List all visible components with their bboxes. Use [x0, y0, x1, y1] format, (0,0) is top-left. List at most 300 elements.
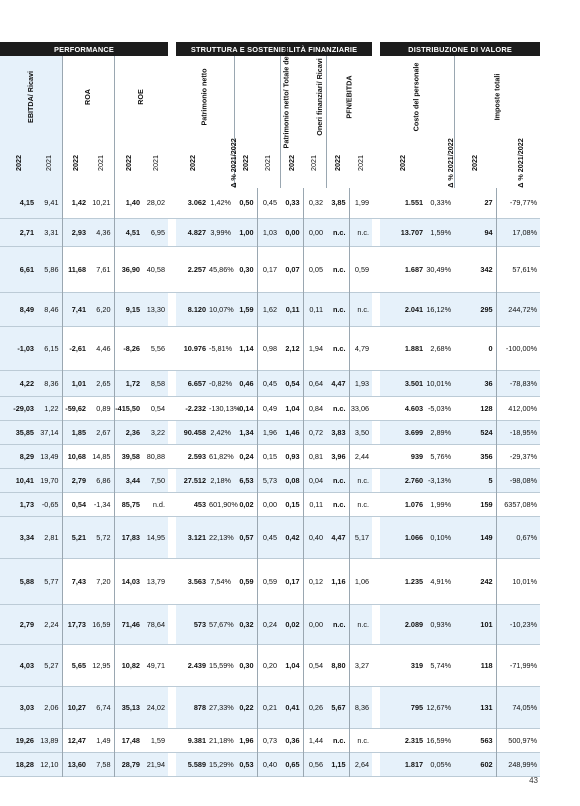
table-cell: -2.232: [185, 403, 207, 413]
table-cell: 10,68: [62, 444, 89, 468]
table-cell: 7,43: [62, 558, 89, 604]
table-cell: 128: [480, 403, 493, 413]
table-cell: 22,13%: [209, 516, 234, 558]
table-row: [0, 558, 540, 604]
table-cell: 18,28: [0, 752, 37, 776]
table-cell: -71,99%: [496, 644, 540, 686]
table-cell: 2,67: [89, 420, 114, 444]
table-cell: 0,54: [150, 403, 166, 413]
table-cell: 10.976: [183, 343, 207, 353]
table-cell: 0,59: [239, 576, 254, 586]
table-cell: 28,02: [146, 198, 166, 208]
table-cell: 0,30: [239, 264, 254, 274]
table-cell: 2,71: [0, 218, 37, 246]
table-cell: 0,26: [303, 686, 326, 728]
table-cell: 5,56: [150, 343, 166, 353]
table-cell: n.c.: [326, 604, 349, 644]
table-cell: 78,64: [143, 604, 168, 644]
table-cell: -100,00%: [496, 326, 540, 370]
table-cell: 0,54: [280, 370, 303, 396]
table-cell: 33,06: [349, 396, 372, 420]
table-cell: 13.707: [380, 218, 426, 246]
table-cell: 7,61: [96, 264, 111, 274]
table-cell: 0,65: [280, 752, 303, 776]
table-cell: 1.881: [404, 343, 424, 353]
table-cell: 14,85: [92, 451, 111, 461]
table-cell: 0,40: [303, 516, 326, 558]
table-cell: 319: [410, 660, 424, 670]
table-cell: 2,06: [37, 686, 62, 728]
metric-ebitda: EBITDA/ Ricavi: [0, 56, 62, 136]
table-cell: 94: [454, 218, 496, 246]
table-cell: n.c.: [332, 264, 346, 274]
table-row: [0, 326, 540, 370]
table-cell: 0,07: [285, 264, 300, 274]
table-cell: 1.235: [404, 576, 424, 586]
table-cell: 0,36: [285, 735, 300, 745]
table-cell: 10,21: [92, 198, 111, 208]
table-cell: 13,89: [37, 728, 62, 752]
table-cell: 35,85: [0, 420, 37, 444]
table-cell: 8.120: [176, 292, 209, 326]
table-cell: 0,59: [257, 558, 280, 604]
table-cell: 3,03: [0, 686, 37, 728]
table-cell: 5,27: [37, 644, 62, 686]
table-cell: 2,93: [62, 218, 89, 246]
table-cell: 5,17: [349, 516, 372, 558]
table-row: [0, 752, 540, 776]
year-header-delta: Δ % 2021/2022: [228, 137, 238, 188]
table-cell: 0: [488, 343, 493, 353]
table-cell: 2,89%: [426, 420, 454, 444]
table-cell: 14,95: [143, 516, 168, 558]
metric-oneri: Oneri finanziari/ Ricavi: [280, 56, 326, 136]
table-cell: 5,67: [326, 686, 349, 728]
table-cell: 8,58: [143, 370, 168, 396]
table-cell: 295: [454, 292, 496, 326]
table-row: [0, 444, 540, 468]
table-cell: 248,99%: [496, 752, 540, 776]
table-cell: 7,41: [62, 292, 89, 326]
table-cell: 3.121: [176, 516, 209, 558]
table-cell: 0,33: [285, 198, 300, 208]
table-cell: 159: [480, 499, 493, 509]
year-header-y2021: 2021: [309, 154, 319, 171]
table-cell: 4,03: [0, 644, 37, 686]
financial-table-wrapper: [0, 42, 540, 777]
table-cell: 7,50: [143, 468, 168, 492]
table-cell: 0,41: [280, 686, 303, 728]
table-cell: 2,42%: [209, 420, 234, 444]
table-cell: 9.381: [187, 735, 207, 745]
table-cell: 4.603: [404, 403, 424, 413]
table-cell: 35,13: [114, 686, 143, 728]
table-cell: 2.257: [187, 264, 207, 274]
table-cell: 74,05%: [496, 686, 540, 728]
table-cell: 0,73: [257, 728, 280, 752]
table-cell: 1,34: [234, 420, 257, 444]
table-cell: 0,53: [234, 752, 257, 776]
table-cell: 0,17: [285, 576, 300, 586]
table-cell: 0,54: [62, 492, 89, 516]
table-cell: 0,15: [257, 444, 280, 468]
table-cell: 12,67%: [426, 686, 454, 728]
table-cell: 57,61%: [496, 246, 540, 292]
table-cell: 28,79: [114, 752, 143, 776]
table-row: [0, 468, 540, 492]
metric-costo: Costo del personale: [411, 62, 421, 131]
table-cell: 1.551: [404, 198, 424, 208]
table-cell: 0,05%: [426, 752, 454, 776]
table-cell: 6,15: [37, 326, 62, 370]
table-cell: 14,03: [114, 558, 143, 604]
table-cell: -79,77%: [496, 188, 540, 218]
table-cell: 0,42: [280, 516, 303, 558]
table-cell: 12,47: [62, 728, 89, 752]
table-cell: 4,47: [326, 516, 349, 558]
table-cell: 13,79: [146, 576, 166, 586]
table-cell: -415,50: [114, 396, 143, 420]
year-header-y2022: 2022: [326, 136, 349, 188]
table-cell: 7,20: [96, 576, 111, 586]
year-header-y2021: 2021: [355, 154, 365, 171]
table-cell: 1,59: [150, 735, 166, 745]
table-cell: 0,32: [234, 604, 257, 644]
table-cell: 6,86: [89, 468, 114, 492]
table-cell: n.c.: [326, 218, 349, 246]
table-cell: 0,17: [257, 246, 280, 292]
table-cell: 16,59: [89, 604, 114, 644]
table-cell: 3,44: [114, 468, 143, 492]
table-cell: 1.687: [404, 264, 424, 274]
table-cell: 0,08: [280, 468, 303, 492]
table-cell: 3.062: [187, 198, 207, 208]
table-cell: 27.512: [176, 468, 209, 492]
table-cell: 10,27: [62, 686, 89, 728]
table-cell: 16,59%: [426, 735, 452, 745]
table-cell: 0,45: [257, 188, 280, 218]
table-cell: -2,61: [62, 326, 89, 370]
table-cell: 0,89: [96, 403, 111, 413]
table-cell: n.d.: [152, 499, 166, 509]
table-cell: 10,41: [0, 468, 37, 492]
table-cell: 1.076: [404, 499, 424, 509]
table-cell: 5.589: [176, 752, 209, 776]
table-cell: 2,44: [349, 444, 372, 468]
table-cell: 0,10%: [426, 516, 454, 558]
table-cell: 8,49: [0, 292, 37, 326]
year-header-y2021: 2021: [263, 154, 273, 171]
table-cell: 0,56: [303, 752, 326, 776]
table-cell: 500,97%: [496, 728, 540, 752]
table-cell: 602: [454, 752, 496, 776]
table-cell: 6,53: [234, 468, 257, 492]
table-cell: 1,72: [114, 370, 143, 396]
table-cell: 3,85: [331, 198, 346, 208]
table-cell: 5,86: [37, 246, 62, 292]
table-cell: 1,44: [303, 728, 326, 752]
table-cell: 5,73: [257, 468, 280, 492]
table-cell: 0,72: [303, 420, 326, 444]
table-cell: 0,11: [280, 292, 303, 326]
table-cell: 21,18%: [209, 735, 234, 745]
table-cell: 0,33%: [430, 198, 452, 208]
table-cell: 2,68%: [430, 343, 452, 353]
table-cell: 1,62: [257, 292, 280, 326]
table-cell: 0,15: [285, 499, 300, 509]
table-cell: 8,29: [0, 444, 37, 468]
table-cell: 3,99%: [209, 218, 234, 246]
table-cell: -0,82%: [209, 370, 234, 396]
table-cell: 1,94: [303, 326, 326, 370]
table-cell: 57,67%: [209, 604, 234, 644]
table-cell: 1,46: [280, 420, 303, 444]
table-cell: 0,11: [303, 492, 326, 516]
table-cell: 9,15: [114, 292, 143, 326]
table-cell: 1,59%: [426, 218, 454, 246]
table-cell: 0,20: [257, 644, 280, 686]
table-cell: 8,36: [349, 686, 372, 728]
table-cell: 17,73: [62, 604, 89, 644]
table-cell: 1.066: [380, 516, 426, 558]
table-cell: 0,11: [303, 292, 326, 326]
group-header-row: [0, 42, 540, 56]
table-cell: 27,33%: [209, 686, 234, 728]
table-cell: 0,40: [257, 752, 280, 776]
table-cell: 21,94: [143, 752, 168, 776]
table-cell: -130,13%: [209, 403, 241, 413]
table-cell: 2,12: [285, 343, 300, 353]
table-cell: 0,30: [239, 660, 254, 670]
table-cell: 0,32: [303, 188, 326, 218]
table-cell: 342: [480, 264, 493, 274]
metric-pfn: PFN/EBITDA: [326, 56, 372, 136]
table-cell: 10,82: [114, 644, 143, 686]
table-cell: 131: [454, 686, 496, 728]
table-cell: 1,49: [96, 735, 111, 745]
table-row: [0, 604, 540, 644]
table-cell: 1,73: [0, 492, 37, 516]
table-cell: 6,20: [89, 292, 114, 326]
table-cell: 9,41: [37, 188, 62, 218]
table-cell: 27: [484, 198, 493, 208]
table-cell: 1,93: [349, 370, 372, 396]
year-header-y2022: 2022: [234, 136, 257, 188]
table-cell: -78,83%: [496, 370, 540, 396]
table-cell: 45,86%: [209, 264, 234, 274]
table-cell: 242: [480, 576, 493, 586]
table-cell: -29,37%: [496, 444, 540, 468]
table-cell: 1,96: [257, 420, 280, 444]
metric-patrimonio: Patrimonio netto: [199, 67, 209, 126]
table-cell: -0,14: [236, 403, 254, 413]
table-cell: 13,49: [37, 444, 62, 468]
table-cell: 6,61: [0, 246, 37, 292]
table-cell: 2,64: [349, 752, 372, 776]
table-cell: 0,00: [280, 218, 303, 246]
table-cell: 6,74: [89, 686, 114, 728]
table-cell: 15,29%: [209, 752, 234, 776]
table-cell: 1,04: [285, 403, 300, 413]
table-cell: 0,00: [303, 218, 326, 246]
table-cell: 4.827: [176, 218, 209, 246]
table-row: [0, 188, 540, 218]
table-cell: 5,74%: [430, 660, 452, 670]
table-cell: n.c.: [349, 728, 372, 752]
table-cell: 0,93%: [426, 604, 454, 644]
table-cell: 19,70: [37, 468, 62, 492]
table-cell: 30,49%: [426, 264, 452, 274]
table-row: [0, 218, 540, 246]
table-cell: 4,51: [114, 218, 143, 246]
table-cell: 3,96: [331, 451, 346, 461]
table-cell: 1,99%: [430, 499, 452, 509]
table-cell: 878: [176, 686, 209, 728]
table-cell: -10,23%: [496, 604, 540, 644]
table-cell: 5: [454, 468, 496, 492]
table-cell: 0,45: [257, 516, 280, 558]
table-cell: 101: [454, 604, 496, 644]
table-cell: 13,30: [143, 292, 168, 326]
table-cell: -18,95%: [496, 420, 540, 444]
metric-roe: ROE: [114, 56, 168, 136]
table-cell: 10,01%: [426, 370, 454, 396]
table-cell: 1,01: [62, 370, 89, 396]
table-cell: 0,04: [303, 468, 326, 492]
year-header-y2021: 2021: [150, 154, 160, 171]
table-cell: 2.041: [380, 292, 426, 326]
table-cell: 3.699: [380, 420, 426, 444]
table-cell: 0,24: [239, 451, 254, 461]
year-header-y2021: 2021: [96, 154, 106, 171]
table-cell: 453: [193, 499, 207, 509]
table-cell: 37,14: [37, 420, 62, 444]
table-cell: 40,58: [146, 264, 166, 274]
year-header-delta: Δ % 2021/2022: [515, 137, 525, 188]
metric-header-row: [0, 56, 540, 136]
table-row: [0, 492, 540, 516]
table-cell: 36: [454, 370, 496, 396]
table-cell: 4,47: [326, 370, 349, 396]
year-header-y2021: 2021: [37, 136, 62, 188]
table-cell: 11,68: [62, 246, 89, 292]
table-cell: 0,45: [257, 370, 280, 396]
table-cell: 13,60: [62, 752, 89, 776]
table-cell: 0,84: [303, 396, 326, 420]
table-cell: 4,22: [0, 370, 37, 396]
table-row: [0, 686, 540, 728]
metric-pn-debiti: Patrimonio netto/ Totale debiti: [234, 56, 280, 136]
group-struttura: STRUTTURA E SOSTENIBILITÀ FINANZIARIE: [176, 42, 372, 56]
group-distribuzione: DISTRIBUZIONE DI VALORE: [380, 42, 540, 56]
table-cell: 0,24: [257, 604, 280, 644]
table-cell: 149: [454, 516, 496, 558]
year-header-y2022: 2022: [398, 154, 408, 171]
table-cell: n.c.: [349, 292, 372, 326]
table-cell: 19,26: [0, 728, 37, 752]
table-cell: 1,99: [349, 188, 372, 218]
table-cell: 2.089: [380, 604, 426, 644]
table-cell: 0,21: [257, 686, 280, 728]
table-cell: 5,76%: [430, 451, 452, 461]
table-cell: n.c.: [326, 468, 349, 492]
table-cell: 5,88: [0, 558, 37, 604]
table-cell: 1,96: [239, 735, 254, 745]
table-cell: 85,75: [114, 492, 143, 516]
table-cell: 3,83: [326, 420, 349, 444]
table-cell: 2,81: [37, 516, 62, 558]
table-cell: 6.657: [176, 370, 209, 396]
table-cell: 8,46: [37, 292, 62, 326]
table-cell: 4,15: [0, 188, 37, 218]
table-cell: n.c.: [332, 499, 346, 509]
table-cell: -29,03: [0, 396, 37, 420]
table-cell: 244,72%: [496, 292, 540, 326]
table-cell: 80,88: [146, 451, 166, 461]
table-cell: 4,46: [96, 343, 111, 353]
table-cell: 12,95: [92, 660, 111, 670]
table-cell: 1,59: [234, 292, 257, 326]
table-cell: 0,67%: [496, 516, 540, 558]
table-cell: 0,49: [257, 396, 280, 420]
table-cell: n.c.: [332, 343, 346, 353]
table-cell: 524: [454, 420, 496, 444]
table-cell: 15,59%: [209, 660, 234, 670]
table-cell: n.c.: [349, 604, 372, 644]
table-cell: 3.563: [187, 576, 207, 586]
table-cell: 601,90%: [209, 499, 238, 509]
table-cell: 0,54: [303, 644, 326, 686]
table-cell: 8,36: [37, 370, 62, 396]
table-cell: 2.315: [404, 735, 424, 745]
table-cell: 3,22: [143, 420, 168, 444]
table-cell: 24,02: [143, 686, 168, 728]
table-cell: 0,98: [257, 326, 280, 370]
table-cell: n.c.: [326, 292, 349, 326]
table-cell: 17,83: [114, 516, 143, 558]
table-cell: 12,10: [37, 752, 62, 776]
table-cell: 0,00: [303, 604, 326, 644]
financial-indicators-table: [0, 42, 540, 777]
table-row: [0, 246, 540, 292]
table-cell: 71,46: [114, 604, 143, 644]
table-cell: 3,50: [349, 420, 372, 444]
table-cell: 0,22: [234, 686, 257, 728]
table-cell: -5,03%: [427, 403, 452, 413]
table-cell: 3,31: [37, 218, 62, 246]
group-performance: PERFORMANCE: [0, 42, 168, 56]
table-cell: 2,36: [114, 420, 143, 444]
table-cell: 4,91%: [430, 576, 452, 586]
table-cell: 5,21: [62, 516, 89, 558]
year-header-y2022: 2022: [114, 136, 143, 188]
table-cell: 4,36: [89, 218, 114, 246]
table-cell: 1,04: [285, 660, 300, 670]
table-cell: 0,57: [234, 516, 257, 558]
page-number: 43: [529, 776, 538, 785]
table-cell: 2.760: [380, 468, 426, 492]
table-cell: 90.458: [176, 420, 209, 444]
table-cell: -1,03: [0, 326, 37, 370]
table-cell: 0,02: [239, 499, 254, 509]
table-cell: -1,34: [93, 499, 111, 509]
table-cell: 17,48: [114, 728, 143, 752]
table-cell: 0,00: [257, 492, 280, 516]
table-cell: 1,22: [37, 396, 62, 420]
table-cell: 1,03: [257, 218, 280, 246]
table-cell: 563: [480, 735, 493, 745]
table-cell: 1,15: [326, 752, 349, 776]
